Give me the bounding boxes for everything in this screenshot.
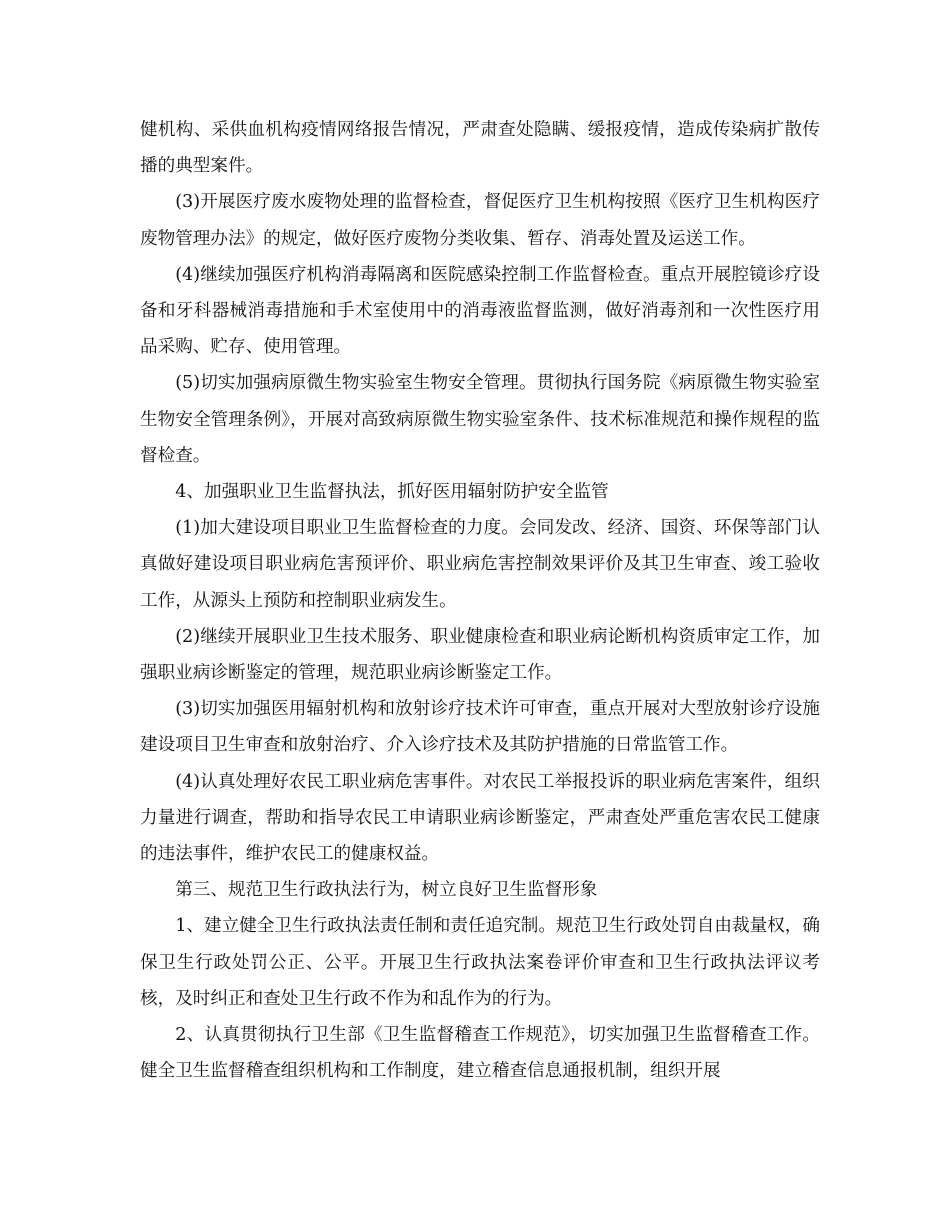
paragraph-disinfection: (4)继续加强医疗机构消毒隔离和医院感染控制工作监督检查。重点开展腔镜诊疗设备和牙科器械消毒措施和手术室使用中的消毒液监督监测，做好消毒剂和一次性医疗用品采购、贮存、使用管理。 [140, 264, 820, 358]
paragraph-continued: 健机构、采供血机构疫情网络报告情况，严肃查处隐瞒、缓报疫情，造成传染病扩散传播的典型案件。 [140, 120, 820, 177]
paragraph-migrant-workers: (4)认真处理好农民工职业病危害事件。对农民工举报投诉的职业病危害案件，组织力量进行调查，帮助和指导农民工申请职业病诊断鉴定，严肃查处严重危害农民工健康的违法事件，维护农民工的健康权益。 [140, 771, 820, 865]
paragraph-medical-waste: (3)开展医疗废水废物处理的监督检查，督促医疗卫生机构按照《医疗卫生机构医疗废物管理办法》的规定，做好医疗废物分类收集、暂存、消毒处置及运送工作。 [140, 192, 820, 249]
paragraph-construction-projects: (1)加大建设项目职业卫生监督检查的力度。会同发改、经济、国资、环保等部门认真做好建设项目职业病危害预评价、职业病危害控制效果评价及其卫生审查、竣工验收工作，从源头上预防和控制职业病发生。 [140, 518, 820, 611]
section-heading-occupational-health: 4、加强职业卫生监督执法，抓好医用辐射防护安全监管 [175, 482, 609, 503]
paragraph-technical-services: (2)继续开展职业卫生技术服务、职业健康检查和职业病论断机构资质审定工作，加强职业病诊断鉴定的管理，规范职业病诊断鉴定工作。 [140, 626, 820, 684]
paragraph-biosafety: (5)切实加强病原微生物实验室生物安全管理。贯彻执行国务院《病原微生物实验室生物安全管理条例》，开展对高致病原微生物实验室条件、技术标准规范和操作规程的监督检查。 [140, 373, 820, 466]
document-body [140, 112, 820, 1089]
paragraph-inspection-standards: 2、认真贯彻执行卫生部《卫生监督稽查工作规范》，切实加强卫生监督稽查工作。健全卫生监督稽查组织机构和工作制度，建立稽查信息通报机制，组织开展 [140, 1025, 820, 1082]
section-heading-law-enforcement: 第三、规范卫生行政执法行为，树立良好卫生监督形象 [175, 880, 598, 901]
paragraph-radiation: (3)切实加强医用辐射机构和放射诊疗技术许可审查，重点开展对大型放射诊疗设施建设项目卫生审查和放射治疗、介入诊疗技术及其防护措施的日常监管工作。 [140, 699, 820, 756]
paragraph-responsibility-system: 1、建立健全卫生行政执法责任制和责任追究制。规范卫生行政处罚自由裁量权，确保卫生行政处罚公正、公平。开展卫生行政执法案卷评价审查和卫生行政执法评议考核，及时纠正和查处卫生行政不作为和乱作为的行为。 [140, 916, 820, 1009]
